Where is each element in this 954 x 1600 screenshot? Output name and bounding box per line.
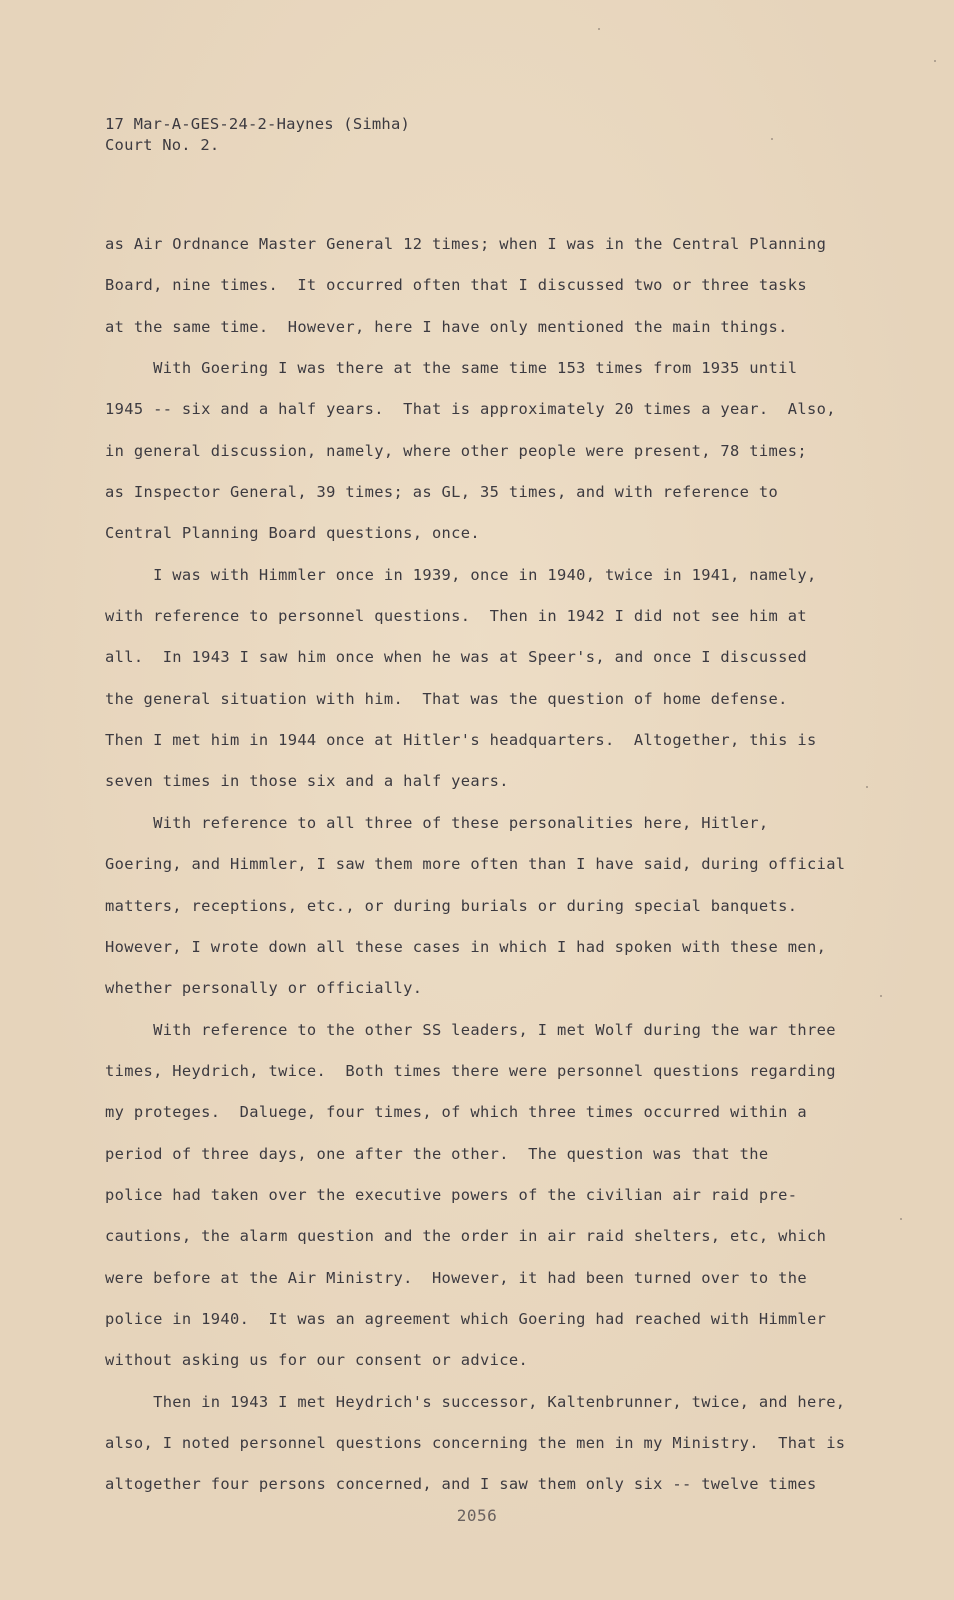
- text-line: police in 1940. It was an agreement which Goering had reached with Himmler: [105, 1309, 827, 1328]
- text-line: in general discussion, namely, where other people were present, 78 times;: [105, 441, 807, 460]
- text-line: 1945 -- six and a half years. That is approximately 20 times a year. Also,: [105, 400, 836, 419]
- text-line: With reference to the other SS leaders, I met Wolf during the war three: [105, 1020, 836, 1039]
- paper-speck: [598, 28, 600, 30]
- document-header: [105, 114, 410, 156]
- text-line: With Goering I was there at the same time 153 times from 1935 until: [105, 359, 798, 378]
- text-line: With reference to all three of these personalities here, Hitler,: [105, 813, 769, 832]
- text-line: at the same time. However, here I have only mentioned the main things.: [105, 317, 788, 336]
- text-line: police had taken over the executive powers of the civilian air raid pre-: [105, 1185, 798, 1204]
- text-line: I was with Himmler once in 1939, once in 1940, twice in 1941, namely,: [105, 565, 817, 584]
- text-line: Board, nine times. It occurred often that I discussed two or three tasks: [105, 276, 807, 295]
- text-line: altogether four persons concerned, and I saw them only six -- twelve times: [105, 1475, 817, 1494]
- text-line: all. In 1943 I saw him once when he was at Speer's, and once I discussed: [105, 648, 807, 667]
- paper-speck: [866, 786, 868, 788]
- text-line: also, I noted personnel questions concerning the men in my Ministry. That is: [105, 1433, 846, 1452]
- text-line: However, I wrote down all these cases in which I had spoken with these men,: [105, 937, 827, 956]
- text-line: times, Heydrich, twice. Both times there were personnel questions regarding: [105, 1061, 836, 1080]
- text-line: Then in 1943 I met Heydrich's successor, Kaltenbrunner, twice, and here,: [105, 1392, 846, 1411]
- text-line: Central Planning Board questions, once.: [105, 524, 481, 543]
- paper-speck: [900, 1218, 902, 1220]
- text-line: were before at the Air Ministry. However, it had been turned over to the: [105, 1268, 807, 1287]
- text-line: seven times in those six and a half years.: [105, 772, 509, 791]
- text-line: matters, receptions, etc., or during burials or during special banquets.: [105, 896, 798, 915]
- text-line: Then I met him in 1944 once at Hitler's headquarters. Altogether, this is: [105, 731, 817, 750]
- text-line: without asking us for our consent or advice.: [105, 1351, 529, 1370]
- text-line: as Inspector General, 39 times; as GL, 35 times, and with reference to: [105, 483, 779, 502]
- header-case-line: 17 Mar-A-GES-24-2-Haynes (Simha): [105, 115, 411, 133]
- text-line: Goering, and Himmler, I saw them more often than I have said, during official: [105, 855, 846, 874]
- text-line: the general situation with him. That was the question of home defense.: [105, 689, 788, 708]
- paper-speck: [934, 60, 936, 62]
- transcript-body: [105, 233, 905, 1515]
- text-line: my proteges. Daluege, four times, of which three times occurred within a: [105, 1103, 807, 1122]
- header-court-line: Court No. 2.: [105, 136, 220, 154]
- paper-speck: [880, 995, 882, 997]
- text-line: with reference to personnel questions. Then in 1942 I did not see him at: [105, 607, 807, 626]
- text-line: whether personally or officially.: [105, 979, 423, 998]
- text-line: as Air Ordnance Master General 12 times; when I was in the Central Planning: [105, 235, 827, 253]
- paper-speck: [771, 138, 773, 140]
- text-line: cautions, the alarm question and the order in air raid shelters, etc, which: [105, 1227, 827, 1246]
- text-line: period of three days, one after the other. The question was that the: [105, 1144, 769, 1163]
- page-number: 2056: [456, 1506, 498, 1525]
